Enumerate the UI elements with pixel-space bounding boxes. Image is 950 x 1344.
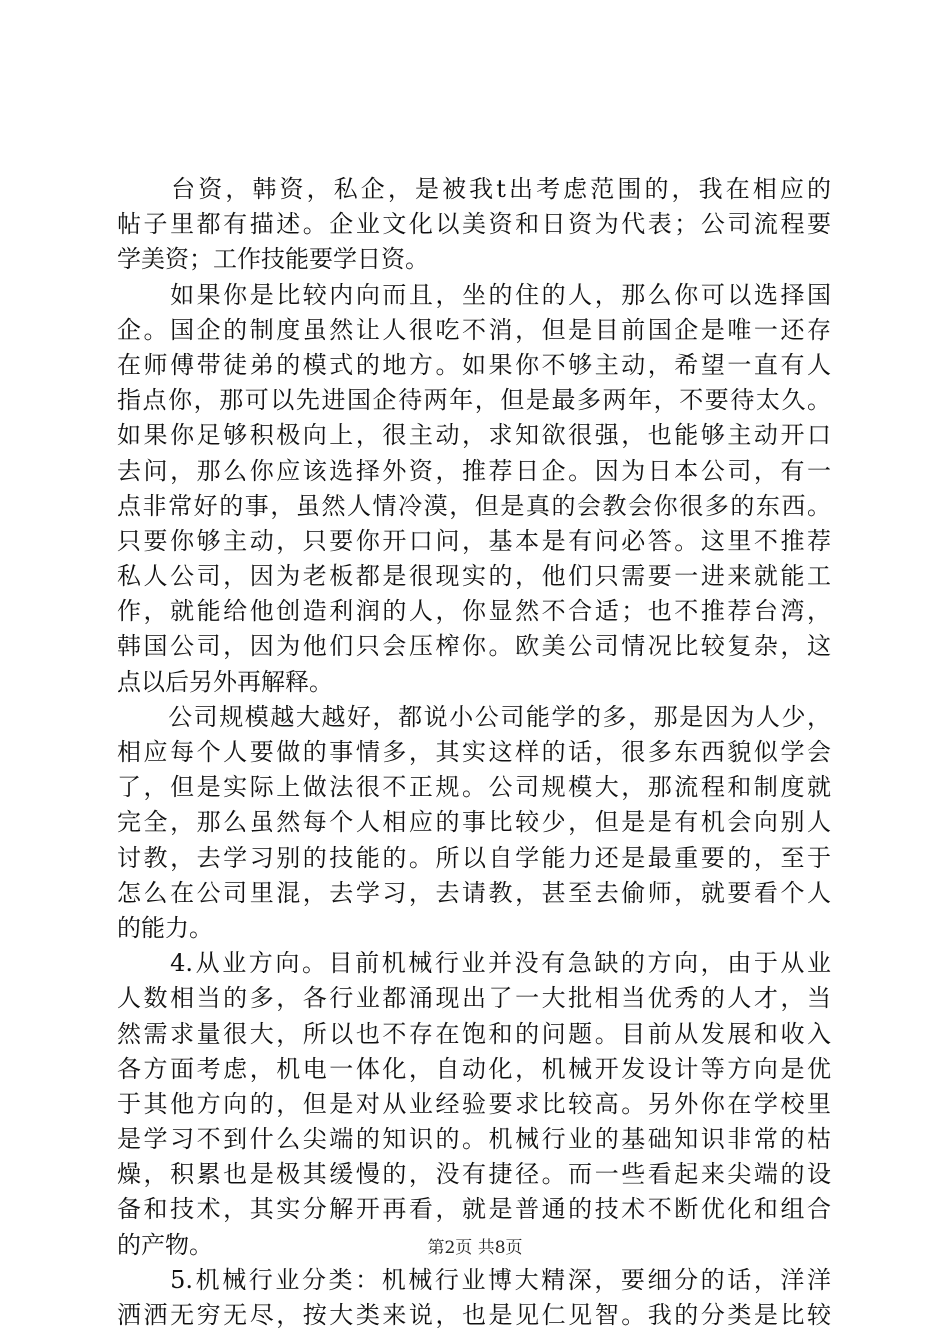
text-line: 如果你足够积极向上，很主动，求知欲很强，也能够主动开口 xyxy=(117,421,831,450)
text-line: 相应每个人要做的事情多，其实这样的话，很多东西貌似学会 xyxy=(117,738,831,766)
text-line: 的能力。 xyxy=(117,913,213,942)
text-line: 了，但是实际上做法很不正规。公司规模大，那流程和制度就 xyxy=(117,773,831,802)
text-line: 作，就能给他创造利润的人，你显然不合适；也不推荐台湾， xyxy=(117,597,831,626)
text-line: 然需求量很大，所以也不存在饱和的问题。目前从发展和收入 xyxy=(117,1019,831,1048)
text-line: 各方面考虑，机电一体化，自动化，机械开发设计等方向是优 xyxy=(117,1054,831,1083)
text-line: 完全，那么虽然每个人相应的事比较少，但是是有机会向别人 xyxy=(117,808,831,837)
text-line: 学美资；工作技能要学日资。 xyxy=(117,245,429,274)
text-line: 帖子里都有描述。企业文化以美资和日资为代表；公司流程要 xyxy=(117,210,831,239)
text-line: 于其他方向的，但是对从业经验要求比较高。另外你在学校里 xyxy=(117,1089,831,1118)
text-line: 备和技术，其实分解开再看，就是普通的技术不断优化和组合 xyxy=(117,1195,831,1224)
text-line: 指点你，那可以先进国企待两年，但是最多两年，不要待太久。 xyxy=(117,386,831,415)
text-line: 台资，韩资，私企，是被我t出考虑范围的，我在相应的 xyxy=(117,175,831,203)
text-line: 怎么在公司里混，去学习，去请教，甚至去偷师，就要看个人 xyxy=(117,878,831,907)
page-number-footer: 第2页 共8页 xyxy=(427,1238,523,1258)
text-line: 的产物。 xyxy=(117,1230,213,1259)
text-line: 是学习不到什么尖端的知识的。机械行业的基础知识非常的枯 xyxy=(117,1125,831,1154)
text-line: 洒洒无穷无尽，按大类来说，也是见仁见智。我的分类是比较 xyxy=(117,1301,831,1329)
text-line: 点非常好的事，虽然人情冷漠，但是真的会教会你很多的东西。 xyxy=(117,491,831,520)
text-line: 讨教，去学习别的技能的。所以自学能力还是最重要的，至于 xyxy=(117,843,831,872)
text-line: 韩国公司，因为他们只会压榨你。欧美公司情况比较复杂，这 xyxy=(117,632,831,661)
text-line: 公司规模越大越好，都说小公司能学的多，那是因为人少， xyxy=(117,702,831,731)
text-line: 点以后另外再解释。 xyxy=(117,667,333,696)
text-line: 如果你是比较内向而且，坐的住的人，那么你可以选择国 xyxy=(117,280,831,309)
text-line: 企。国企的制度虽然让人很吃不消，但是目前国企是唯一还存 xyxy=(117,315,831,344)
document-body xyxy=(117,172,831,1333)
text-line: 只要你够主动，只要你开口问，基本是有问必答。这里不推荐 xyxy=(117,526,831,555)
text-line: 4.从业方向。目前机械行业并没有急缺的方向，由于从业 xyxy=(117,949,831,978)
text-line: 5.机械行业分类：机械行业博大精深，要细分的话，洋洋 xyxy=(117,1265,831,1294)
text-line: 燥，积累也是极其缓慢的，没有捷径。而一些看起来尖端的设 xyxy=(117,1160,831,1189)
text-line: 在师傅带徒弟的模式的地方。如果你不够主动，希望一直有人 xyxy=(117,350,831,379)
text-line: 私人公司，因为老板都是很现实的，他们只需要一进来就能工 xyxy=(117,562,831,591)
text-line: 去问，那么你应该选择外资，推荐日企。因为日本公司，有一 xyxy=(117,456,831,485)
text-line: 人数相当的多，各行业都涌现出了一大批相当优秀的人才，当 xyxy=(117,984,831,1013)
